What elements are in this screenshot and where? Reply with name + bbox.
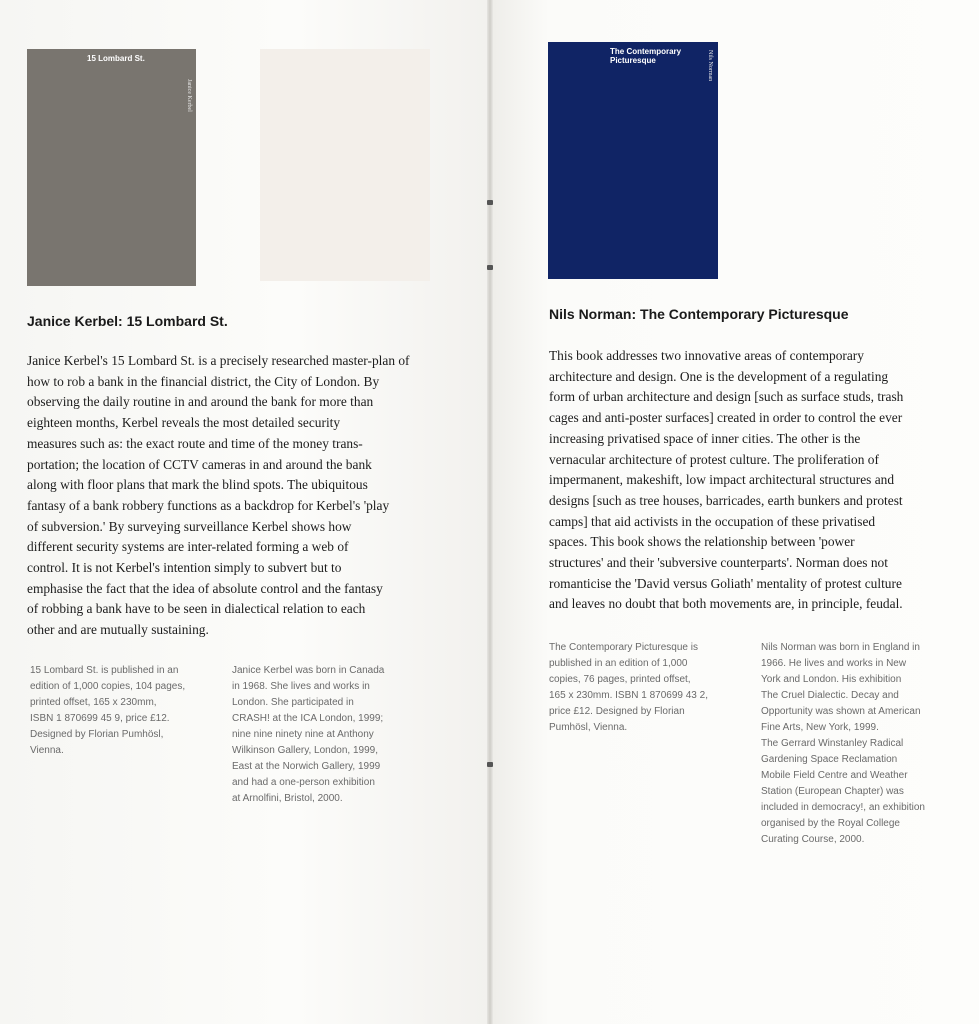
pub-info-line: The Contemporary Picturesque is [549,642,698,653]
bio-line: organised by the Royal College [761,818,900,829]
cover-title-line2: Picturesque [610,56,656,65]
pub-info-line: Designed by Florian Pumhösl, [30,729,164,740]
body-line: different security systems are inter-related forming a web of [27,539,349,555]
body-line: spaces. This book shows the relationship between 'power [549,534,855,550]
bio-line: Station (European Chapter) was [761,786,904,797]
body-line: of robbing a bank have to be seen in dialectical relation to each [27,601,366,617]
body-line: how to rob a bank in the financial district, the City of London. By [27,373,380,389]
heading-norman: Nils Norman: The Contemporary Picturesque [549,306,849,322]
bio-line: included in democracy!, an exhibition [761,802,925,813]
ghost-cover-showthrough [260,49,430,281]
body-line: cages and anti-poster surfaces] created in order to control the ever [549,410,903,426]
book-cover-15-lombard-st [27,49,196,286]
body-line: increasing privatised space of inner cities. The other is the [549,430,861,446]
body-line: eighteen months, Kerbel reveals the most detailed security [27,415,341,431]
pub-info-line: ISBN 1 870699 45 9, price £12. [30,713,170,724]
bio-line: East at the Norwich Gallery, 1999 [232,761,381,772]
body-line: emphasise the fact that the idea of absolute control and the fantasy [27,580,383,596]
bio-line: Fine Arts, New York, 1999. [761,722,879,733]
body-line: form of urban architecture and design [such as surface studs, trash [549,389,904,405]
bio-line: Janice Kerbel was born in Canada [232,665,385,676]
bio-line: in 1968. She lives and works in [232,681,370,692]
pub-info-line: published in an edition of 1,000 [549,658,688,669]
bio-line: Mobile Field Centre and Weather [761,770,908,781]
body-line: control. It is not Kerbel's intention simply to subvert but to [27,560,342,576]
pub-info-line: printed offset, 165 x 230mm, [30,697,157,708]
body-line: fantasy of a bank robbery functions as a backdrop for Kerbel's 'play [27,497,390,513]
body-line: and leaves no doubt that both movements are, in principle, feudal. [549,596,903,612]
body-line: romanticise the 'David versus Goliath' mentality of protest culture [549,575,902,591]
staple [487,762,493,767]
body-line: impermanent, makeshift, low impact architectural structures and [549,472,895,488]
cover-title-line1: The Contemporary [610,47,682,56]
bio-line: at Arnolfini, Bristol, 2000. [232,793,343,804]
bio-kerbel [232,663,384,807]
body-line: along with floor plans that mark the blind spots. The ubiquitous [27,477,368,493]
body-line: Janice Kerbel's 15 Lombard St. is a precisely researched master-plan of [27,353,410,368]
cover-title: 15 Lombard St. [87,54,145,63]
body-line: portation; the location of CCTV cameras in and around the bank [27,456,372,472]
publication-info-kerbel [30,663,185,759]
left-page [0,0,489,1024]
bio-line: and had a one-person exhibition [232,777,375,788]
bio-line: The Gerrard Winstanley Radical [761,738,904,749]
bio-line: 1966. He lives and works in New [761,658,907,669]
right-page [490,0,979,1024]
book-spine [487,0,493,1024]
body-line: This book addresses two innovative areas of contemporary [549,348,864,363]
body-line: architecture and design. One is the development of a regulating [549,368,889,384]
body-line: other and are mutually sustaining. [27,622,209,638]
bio-line: CRASH! at the ICA London, 1999; [232,713,384,724]
body-text-kerbel [27,351,410,641]
bio-line: Curating Course, 2000. [761,834,865,845]
cover-spine-author: Nils Norman [707,50,713,82]
staple [487,265,493,270]
bio-line: Wilkinson Gallery, London, 1999, [232,745,379,756]
publication-info-norman [549,640,708,736]
heading-kerbel: Janice Kerbel: 15 Lombard St. [27,313,228,329]
pub-info-line: Vienna. [30,745,64,756]
staple [487,200,493,205]
bio-line: The Cruel Dialectic. Decay and [761,690,899,701]
bio-line: Opportunity was shown at American [761,706,921,717]
body-line: camps] that aid activists in the occupation of these privatised [549,513,876,529]
pub-info-line: copies, 76 pages, printed offset, [549,674,691,685]
pub-info-line: 165 x 230mm. ISBN 1 870699 43 2, [549,690,708,701]
book-cover-contemporary-picturesque [548,42,718,279]
body-line: designs [such as tree houses, barricades, earth bunkers and protest [549,492,903,508]
body-line: structures' and their 'subversive counterparts'. Norman does not [549,555,888,571]
bio-line: Gardening Space Reclamation [761,754,898,765]
pub-info-line: price £12. Designed by Florian [549,706,685,717]
pub-info-line: 15 Lombard St. is published in an [30,665,179,676]
bio-line: Nils Norman was born in England in [761,642,920,653]
pub-info-line: edition of 1,000 copies, 104 pages, [30,681,186,692]
cover-spine-author: Janice Kerbel [186,79,192,112]
bio-norman [761,640,925,848]
bio-line: York and London. His exhibition [761,674,902,685]
bio-line: London. She participated in [232,697,354,708]
body-line: vernacular architecture of protest culture. The proliferation of [549,451,879,467]
body-line: measures such as: the exact route and time of the money trans- [27,435,363,451]
body-line: observing the daily routine in and around the bank for more than [27,394,374,410]
body-line: of subversion.' By surveying surveillance Kerbel shows how [27,518,352,534]
body-text-norman [549,346,903,615]
pub-info-line: Pumhösl, Vienna. [549,722,628,733]
bio-line: nine nine ninety nine at Anthony [232,729,374,740]
